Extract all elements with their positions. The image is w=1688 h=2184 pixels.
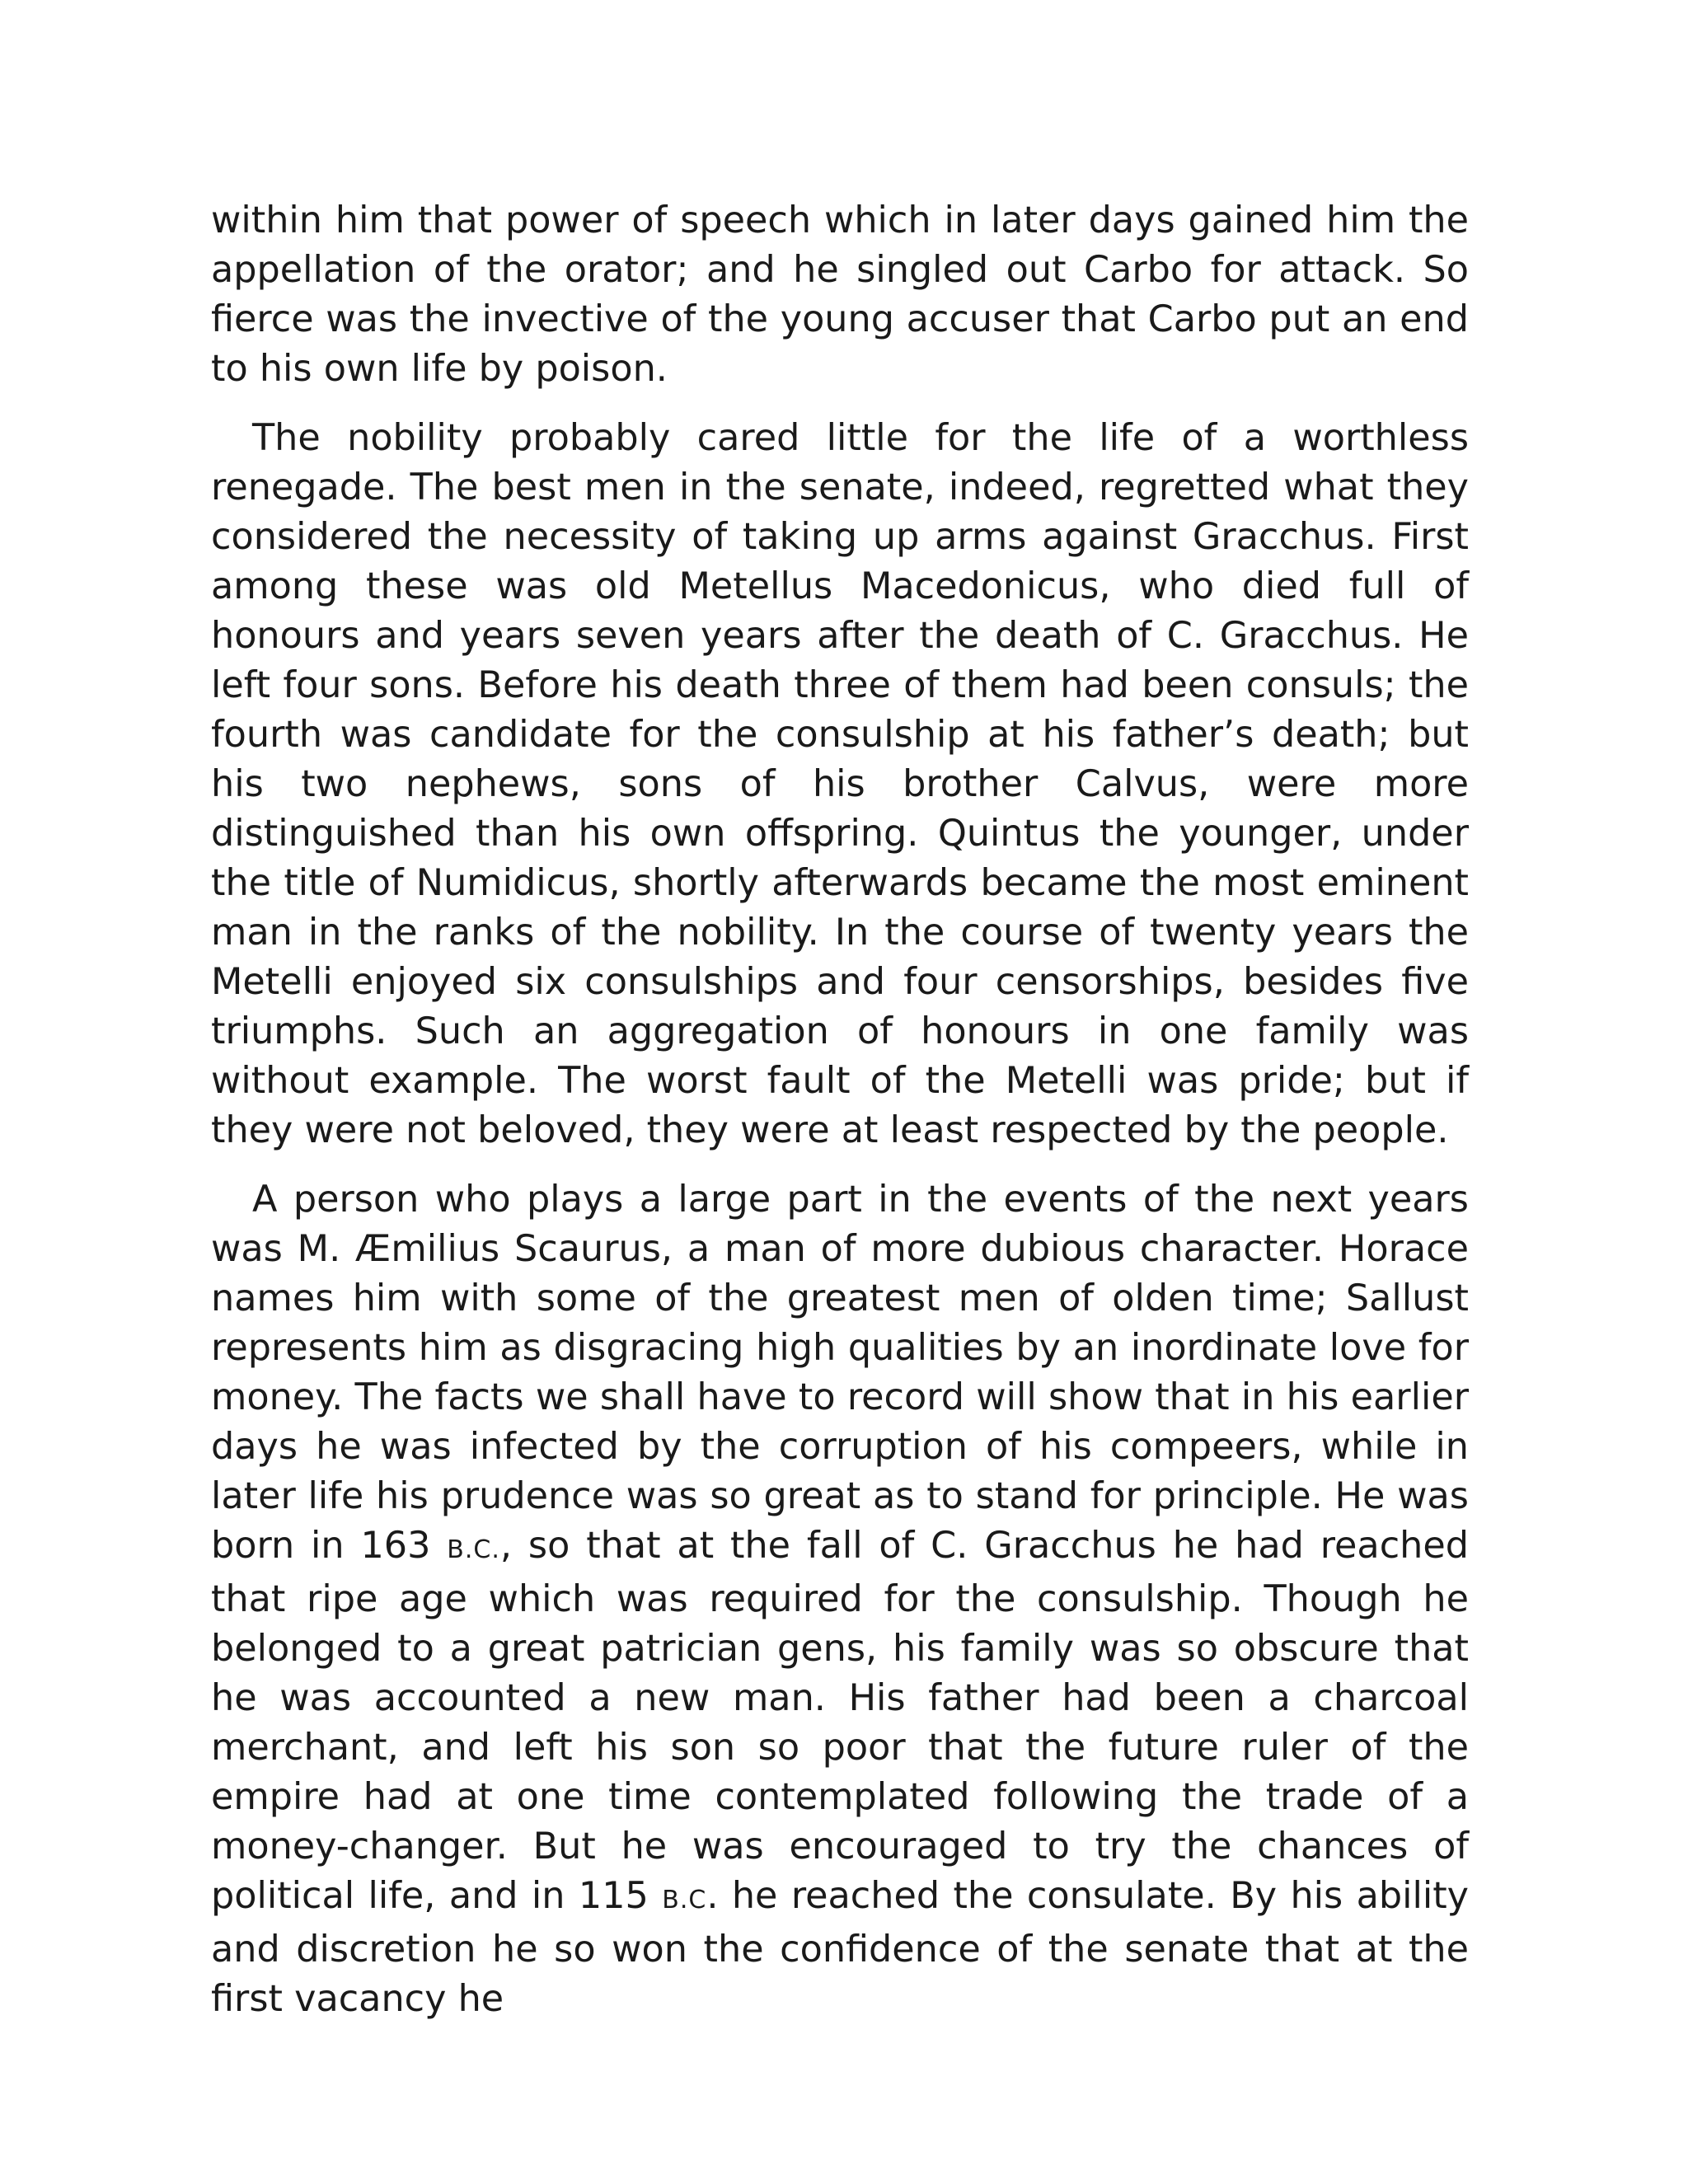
- paragraph-3: [211, 1175, 1469, 2024]
- text-segment: The nobility probably cared little for the life of a worthless renegade. The best men in the senate, indeed, regretted what they considered the necessity of taking up arms against Gracchus. First among these was old Metellus Macedonicus, who died full of honours and years seven years after the death of C. Gracchus. He left four sons. Before his death three of them had been consuls; the fourth was candidate for the consulship at his father’s death; but his two nephews, sons of his brother Calvus, were more distinguished than his own offspring. Quintus the younger, under the title of Numidicus, shortly afterwards became the most eminent man in the ranks of the nobility. In the course of twenty years the Metelli enjoyed six consulships and four censorships, besides five triumphs. Such an aggregation of honours in one family was without example. The worst fault of the Metelli was pride; but if they were not beloved, they were at least respected by the people.: [211, 417, 1469, 1151]
- era-abbreviation: B.C.: [447, 1535, 500, 1564]
- text-segment: , so that at the fall of C. Gracchus he had reached that ripe age which was required for the consulship. Though he belonged to a great patrician gens, his family was so obscure that he was accounted a new man. His father had been a charcoal merchant, and left his son so poor that the future ruler of the empire had at one time contemplated following the trade of a money-changer. But he was encouraged to try the chances of political life, and in 115: [211, 1525, 1469, 1917]
- text-segment: . he reached the consulate. By his ability and discretion he so won the confidence of the senate that at the first vacancy he: [211, 1875, 1469, 2020]
- body-text: [211, 196, 1469, 2044]
- text-segment: A person who plays a large part in the events of the next years was M. Æmilius Scaurus, a man of more dubious character. Horace names him with some of the greatest men of olden time; Sallust represents him as disgracing high qualities by an inordinate love for money. The facts we shall have to record will show that in his earlier days he was infected by the corruption of his compeers, while in later life his prudence was so great as to stand for principle. He was born in 163: [211, 1179, 1469, 1567]
- paragraph-1: [211, 196, 1469, 394]
- text-segment: within him that power of speech which in later days gained him the appellation of the orator; and he singled out Carbo for attack. So fierce was the invective of the young accuser that Carbo put an end to his own life by poison.: [211, 199, 1469, 390]
- paragraph-2: [211, 414, 1469, 1155]
- era-abbreviation: B.C: [662, 1886, 707, 1915]
